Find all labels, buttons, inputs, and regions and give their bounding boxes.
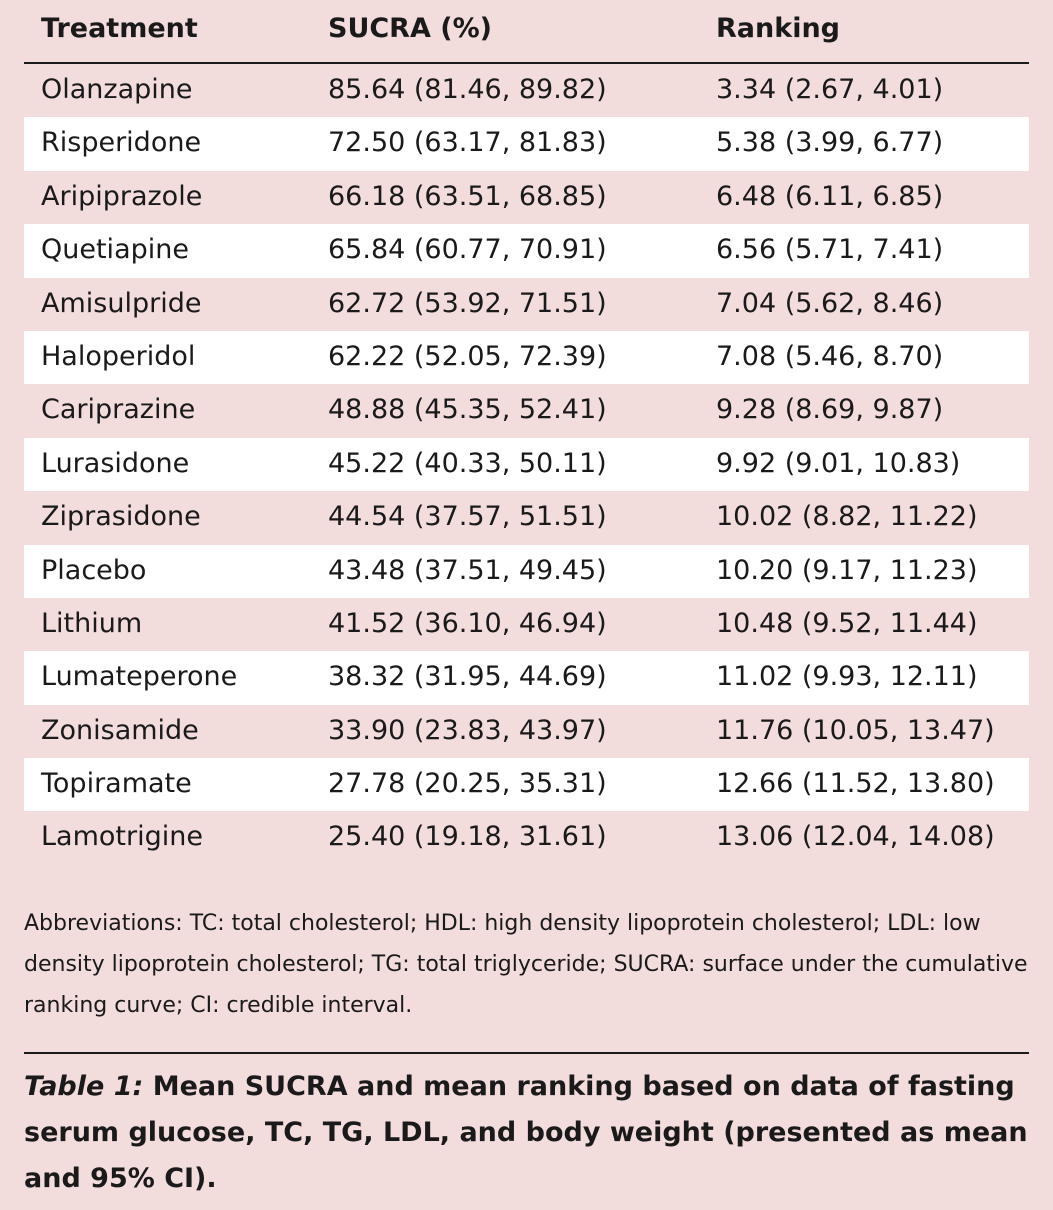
- cell-ranking: 6.56 (5.71, 7.41): [716, 234, 944, 266]
- caption-text: Mean SUCRA and mean ranking based on data of fasting serum glucose, TC, TG, LDL, and body weight (presented as mean and 95% CI).: [24, 1071, 1028, 1194]
- cell-ranking: 10.02 (8.82, 11.22): [716, 501, 978, 533]
- cell-treatment: Lamotrigine: [41, 821, 203, 853]
- cell-treatment: Ziprasidone: [41, 501, 201, 533]
- header-ranking: Ranking: [716, 13, 840, 44]
- cell-sucra: 44.54 (37.57, 51.51): [328, 501, 607, 533]
- table-body: [24, 64, 1029, 865]
- cell-sucra: 38.32 (31.95, 44.69): [328, 661, 607, 693]
- cell-treatment: Placebo: [41, 554, 147, 586]
- cell-sucra: 43.48 (37.51, 49.45): [328, 554, 607, 586]
- cell-sucra: 33.90 (23.83, 43.97): [328, 714, 607, 746]
- table-header: [24, 0, 1029, 64]
- caption-label: Table 1:: [24, 1071, 144, 1102]
- cell-sucra: 45.22 (40.33, 50.11): [328, 447, 607, 479]
- cell-ranking: 6.48 (6.11, 6.85): [716, 180, 944, 212]
- header-treatment: Treatment: [41, 13, 198, 44]
- cell-ranking: 5.38 (3.99, 6.77): [716, 127, 944, 159]
- cell-sucra: 72.50 (63.17, 81.83): [328, 127, 607, 159]
- abbreviations-note: Abbreviations: TC: total cholesterol; HDL: high density lipoprotein cholesterol; LDL: low density lipoprotein cholesterol; TG: total triglyceride; SUCRA: surface under the cumulative ranking curve; CI: credible interval.: [24, 911, 1028, 1018]
- header-sucra: SUCRA (%): [328, 13, 493, 44]
- cell-ranking: 12.66 (11.52, 13.80): [716, 768, 995, 800]
- cell-sucra: 65.84 (60.77, 70.91): [328, 234, 607, 266]
- table-row: [24, 64, 1029, 117]
- cell-sucra: 27.78 (20.25, 35.31): [328, 768, 607, 800]
- cell-ranking: 7.08 (5.46, 8.70): [716, 340, 944, 372]
- cell-ranking: 13.06 (12.04, 14.08): [716, 821, 995, 853]
- cell-sucra: 85.64 (81.46, 89.82): [328, 74, 607, 105]
- table-row: [24, 651, 1029, 704]
- cell-ranking: 3.34 (2.67, 4.01): [716, 74, 944, 105]
- cell-ranking: 10.48 (9.52, 11.44): [716, 607, 978, 639]
- table-row: [24, 224, 1029, 277]
- cell-treatment: Lithium: [41, 607, 143, 639]
- cell-treatment: Cariprazine: [41, 394, 196, 426]
- cell-ranking: 11.76 (10.05, 13.47): [716, 714, 995, 746]
- cell-treatment: Lurasidone: [41, 447, 190, 479]
- table-row: [24, 331, 1029, 384]
- table-row: [24, 171, 1029, 224]
- cell-treatment: Zonisamide: [41, 714, 199, 746]
- table-row: [24, 598, 1029, 651]
- cell-treatment: Olanzapine: [41, 74, 193, 105]
- cell-treatment: Quetiapine: [41, 234, 189, 266]
- cell-treatment: Lumateperone: [41, 661, 238, 693]
- cell-sucra: 48.88 (45.35, 52.41): [328, 394, 607, 426]
- cell-treatment: Risperidone: [41, 127, 202, 159]
- table-caption: [24, 1064, 1029, 1202]
- cell-ranking: 9.92 (9.01, 10.83): [716, 447, 961, 479]
- table-row: [24, 438, 1029, 491]
- results-table: [24, 0, 1029, 865]
- cell-sucra: 66.18 (63.51, 68.85): [328, 180, 607, 212]
- table-row: [24, 811, 1029, 864]
- cell-ranking: 11.02 (9.93, 12.11): [716, 661, 978, 693]
- table-row: [24, 491, 1029, 544]
- cell-sucra: 25.40 (19.18, 31.61): [328, 821, 607, 853]
- table-row: [24, 384, 1029, 437]
- table-row: [24, 758, 1029, 811]
- table-row: [24, 278, 1029, 331]
- cell-ranking: 7.04 (5.62, 8.46): [716, 287, 944, 319]
- cell-sucra: 62.72 (53.92, 71.51): [328, 287, 607, 319]
- cell-treatment: Amisulpride: [41, 287, 202, 319]
- cell-treatment: Topiramate: [41, 768, 192, 800]
- cell-treatment: Aripiprazole: [41, 180, 203, 212]
- table-row: [24, 545, 1029, 598]
- cell-ranking: 10.20 (9.17, 11.23): [716, 554, 978, 586]
- cell-treatment: Haloperidol: [41, 340, 196, 372]
- caption-divider: [24, 1052, 1029, 1054]
- table-row: [24, 705, 1029, 758]
- cell-sucra: 62.22 (52.05, 72.39): [328, 340, 607, 372]
- cell-ranking: 9.28 (8.69, 9.87): [716, 394, 944, 426]
- cell-sucra: 41.52 (36.10, 46.94): [328, 607, 607, 639]
- table-row: [24, 117, 1029, 170]
